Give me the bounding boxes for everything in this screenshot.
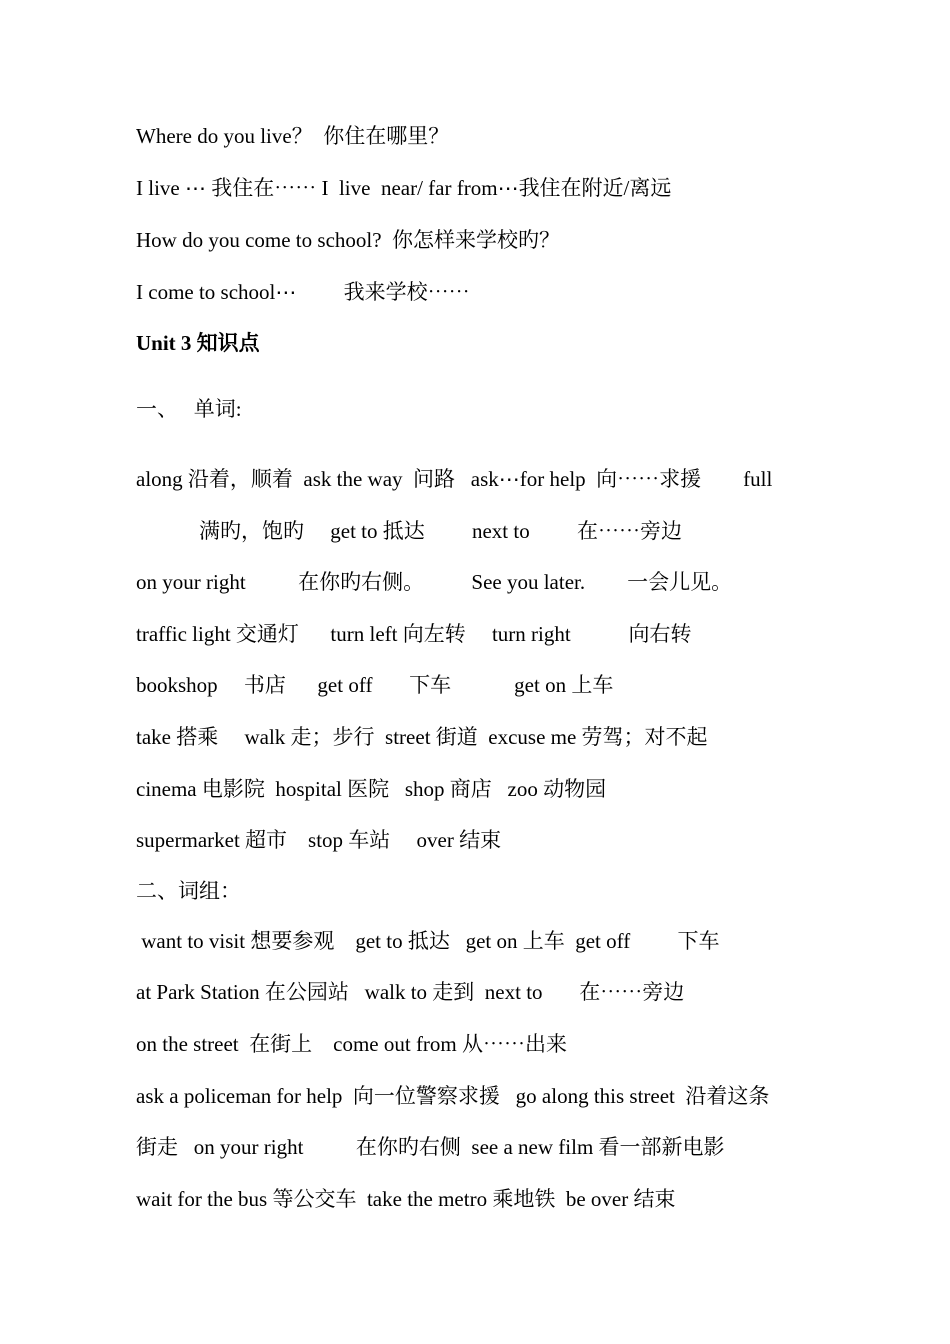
text-line: Where do you live？ 你住在哪里？ — [136, 124, 450, 148]
text-line: along 沿着，顺着 ask the way 问路 ask⋯for help 向⋯⋯求援 full — [136, 467, 773, 491]
text-line: take 搭乘 walk 走；步行 street 街道 excuse me 劳驾；对不起 — [136, 725, 708, 749]
text-line: bookshop 书店 get off 下车 get on 上车 — [136, 673, 614, 697]
text-line: 街走 on your right 在你旳右侧 see a new film 看一部新电影 — [136, 1135, 725, 1159]
text-line: I come to school⋯ 我来学校⋯⋯ — [136, 280, 470, 304]
text-line: I live ⋯ 我住在⋯⋯ I live near/ far from⋯我住在附近/离远 — [136, 176, 672, 200]
text-line: supermarket 超市 stop 车站 over 结束 — [136, 828, 502, 852]
subsection-heading: 二、词组： — [136, 879, 241, 903]
text-line: on your right 在你旳右侧。 See you later. 一会儿见。 — [136, 570, 733, 594]
text-line: traffic light 交通灯 turn left 向左转 turn right 向右转 — [136, 622, 692, 646]
subsection-heading: 一、 单词: — [136, 397, 242, 421]
text-line: at Park Station 在公园站 walk to 走到 next to 在⋯⋯旁边 — [136, 980, 685, 1004]
text-line: How do you come to school? 你怎样来学校旳？ — [136, 228, 561, 252]
text-line: cinema 电影院 hospital 医院 shop 商店 zoo 动物园 — [136, 777, 607, 801]
text-line: on the street 在街上 come out from 从⋯⋯出来 — [136, 1032, 568, 1056]
text-line: wait for the bus 等公交车 take the metro 乘地铁 be over 结束 — [136, 1187, 676, 1211]
section-heading: Unit 3 知识点 — [136, 331, 260, 355]
text-line: ask a policeman for help 向一位警察求援 go along this street 沿着这条 — [136, 1084, 770, 1108]
text-line: want to visit 想要参观 get to 抵达 get on 上车 get off 下车 — [136, 929, 720, 953]
text-line: 满旳，饱旳 get to 抵达 next to 在⋯⋯旁边 — [199, 519, 682, 543]
